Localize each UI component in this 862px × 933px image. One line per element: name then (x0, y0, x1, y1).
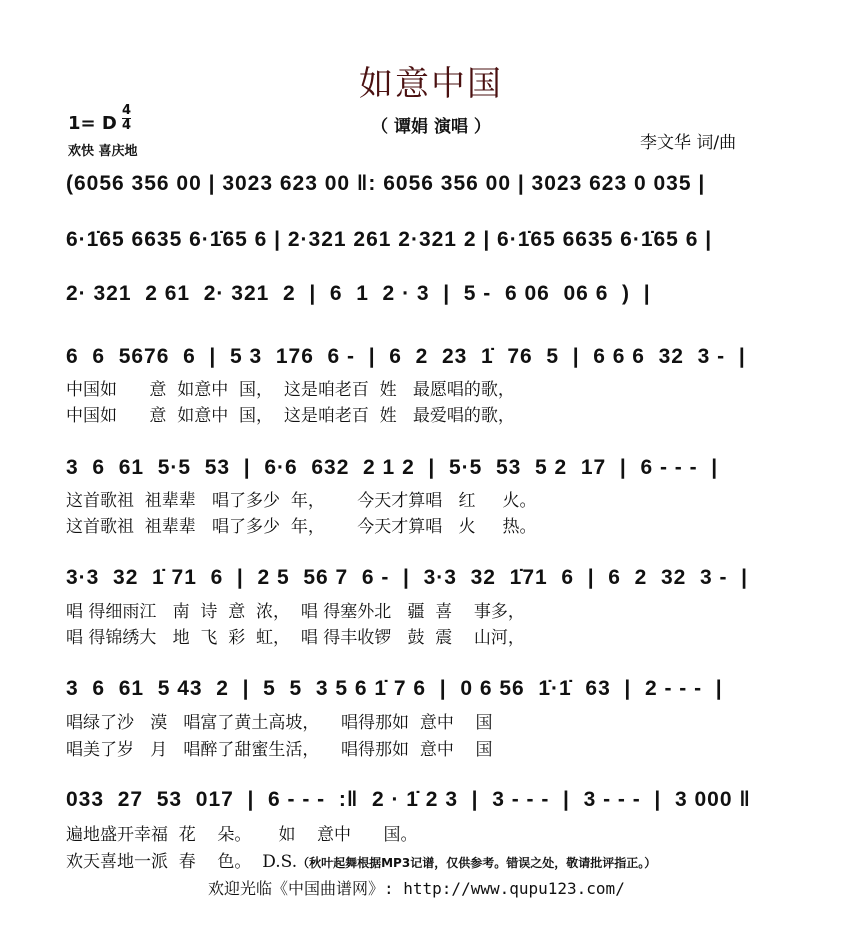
time-sig-bottom: 4 (122, 118, 132, 133)
notation-row-2: 6·1̇65 6635 6·1̇65 6 | 2·321 261 2·321 2 | 6·1̇65 6635 6·1̇65 6 | (66, 228, 713, 251)
lyrics-row-6-verse-1: 唱 得细雨江 南 诗 意 浓， 唱 得塞外北 疆 喜 事多， (66, 602, 525, 622)
lyrics-row-5-verse-2: 这首歌祖 祖辈辈 唱了多少 年， 今天才算唱 火 热。 (66, 517, 537, 537)
time-sig-top: 4 (122, 103, 132, 118)
site-footer: 欢迎光临《中国曲谱网》: http://www.qupu123.com/ (208, 879, 625, 898)
notation-row-5: 3 6 61 5·5 53 | 6·6 632 2 1 2 | 5·5 53 5 2 17 | 6 - - - | (66, 456, 719, 479)
tempo-marking: 欢快 喜庆地 (68, 144, 138, 159)
song-title: 如意中国 (359, 64, 503, 104)
notation-row-6: 3·3 32 1̇ 71 6 | 2 5 56 7 6 - | 3·3 32 1̇71 6 | 6 2 32 3 - | (66, 566, 749, 589)
lyrics-row-8-verse-2-text: 欢天喜地一派 春 色。 D.S. (66, 852, 298, 872)
notation-row-3: 2· 321 2 61 2· 321 2 | 6 1 2 · 3 | 5 - 6 06 06 6 ) | (66, 282, 651, 305)
lyrics-row-8-verse-2 (66, 847, 826, 872)
author-credit: 李文华 词/曲 (640, 133, 737, 153)
lyrics-row-4-verse-1: 中国如 意 如意中 国， 这是咱老百 姓 最愿唱的歌， (66, 380, 515, 400)
notation-row-1: (6056 356 00 | 3023 623 00 ‖: 6056 356 00 | 3023 623 0 035 | (66, 172, 706, 195)
singer-credit: （ 谭娟 演唱 ） (371, 117, 491, 137)
transcriber-note: （秋叶起舞根据MP3记谱，仅供参考。错误之处，敬请批评指正。） (297, 856, 657, 870)
notation-row-4: 6 6 5676 6 | 5 3 176 6 - | 6 2 23 1̇ 76 5 | 6 6 6 32 3 - | (66, 345, 746, 368)
lyrics-row-6-verse-2: 唱 得锦绣大 地 飞 彩 虹， 唱 得丰收锣 鼓 震 山河， (66, 628, 525, 648)
notation-row-7: 3 6 61 5 43 2 | 5 5 3 5 6 1̇ 7 6 | 0 6 56 1̇·1̇ 63 | 2 - - - | (66, 677, 723, 700)
lyrics-row-7-verse-1: 唱绿了沙 漠 唱富了黄土高坡， 唱得那如 意中 国 (66, 713, 493, 733)
lyrics-row-5-verse-1: 这首歌祖 祖辈辈 唱了多少 年， 今天才算唱 红 火。 (66, 491, 537, 511)
key-signature: 1= D (68, 113, 117, 134)
lyrics-row-7-verse-2: 唱美了岁 月 唱醉了甜蜜生活， 唱得那如 意中 国 (66, 740, 493, 760)
lyrics-row-4-verse-2: 中国如 意 如意中 国， 这是咱老百 姓 最爱唱的歌， (66, 406, 515, 426)
time-signature (122, 104, 131, 133)
lyrics-row-8-verse-1: 遍地盛开幸福 花 朵。 如 意中 国。 (66, 825, 418, 845)
notation-row-8: 033 27 53 017 | 6 - - - :‖ 2 · 1̇ 2 3 | 3 - - - | 3 - - - | 3 000 ‖ (66, 788, 751, 811)
